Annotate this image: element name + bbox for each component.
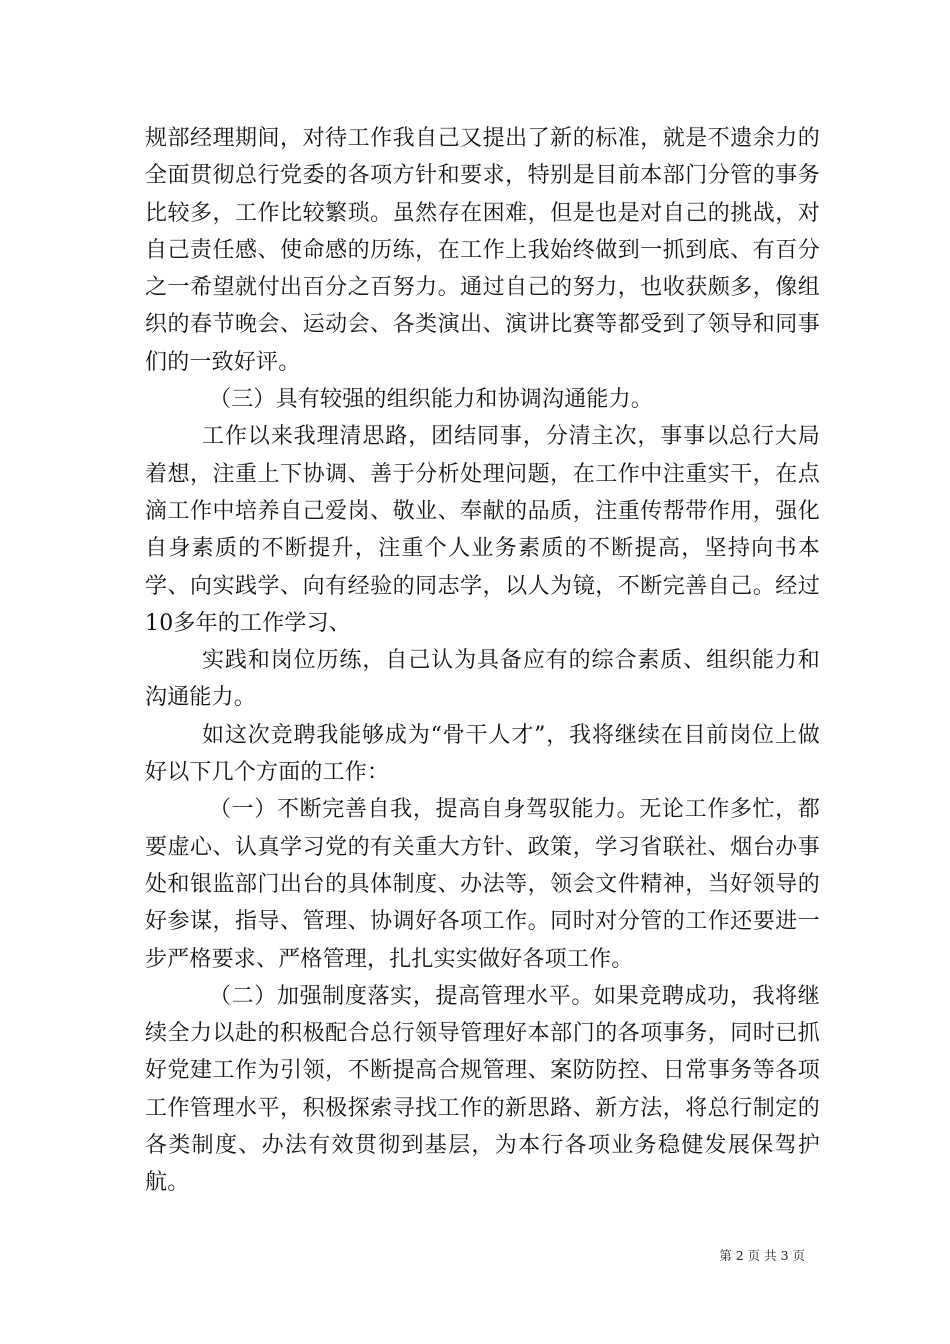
paragraph-continuation: 规部经理期间，对待工作我自己又提出了新的标准，就是不遗余力的全面贯彻总行党委的各项方针和要求，特别是目前本部门分管的事务比较多，工作比较繁琐。虽然存在困难，但是也是对自己的挑战，对自己责任感、使命感的历练，在工作上我始终做到一抓到底、有百分之一希望就付出百分之百努力。通过自己的努力，也收获颇多，像组织的春节晚会、运动会、各类演出、演讲比赛等都受到了领导和同事们的一致好评。 <box>145 126 820 375</box>
paragraph-plan-two: （二）加强制度落实，提高管理水平。如果竞聘成功，我将继续全力以赴的积极配合总行领导管理好本部门的各项事务，同时已抓好党建工作为引领，不断提高合规管理、案防防控、日常事务等各项工作管理水平，积极探索寻找工作的新思路、新方法，将总行制定的各类制度、办法有效贯彻到基层，为本行各项业务稳健发展保驾护航。 <box>145 983 820 1196</box>
paragraph-plan-intro: 如这次竞聘我能够成为“骨干人才”，我将继续在目前岗位上做好以下几个方面的工作： <box>145 722 820 786</box>
page-number: 第 2 页 共 3 页 <box>719 1248 805 1263</box>
paragraph-plan-one: （一）不断完善自我，提高自身驾驭能力。无论工作多忙，都要虚心、认真学习党的有关重大方针、政策，学习省联社、烟台办事处和银监部门出台的具体制度、办法等，领会文件精神，当好领导的好参谋，指导、管理、协调好各项工作。同时对分管的工作还要进一步严格要求、严格管理，扎扎实实做好各项工作。 <box>145 797 820 972</box>
paragraph-work-summary: 工作以来我理清思路，团结同事，分清主次，事事以总行大局着想，注重上下协调、善于分析处理问题，在工作中注重实干，在点滴工作中培养自己爱岗、敬业、奉献的品质，注重传帮带作用，强化自身素质的不断提升，注重个人业务素质的不断提高，坚持向书本学、向实践学、向有经验的同志学，以人为镜，不断完善自己。经过10多年的工作学习、 <box>145 424 820 636</box>
paragraph-practice: 实践和岗位历练，自己认为具备应有的综合素质、组织能力和沟通能力。 <box>145 648 820 711</box>
section-heading-three: （三）具有较强的组织能力和协调沟通能力。 <box>209 387 654 413</box>
document-body <box>145 120 820 1202</box>
